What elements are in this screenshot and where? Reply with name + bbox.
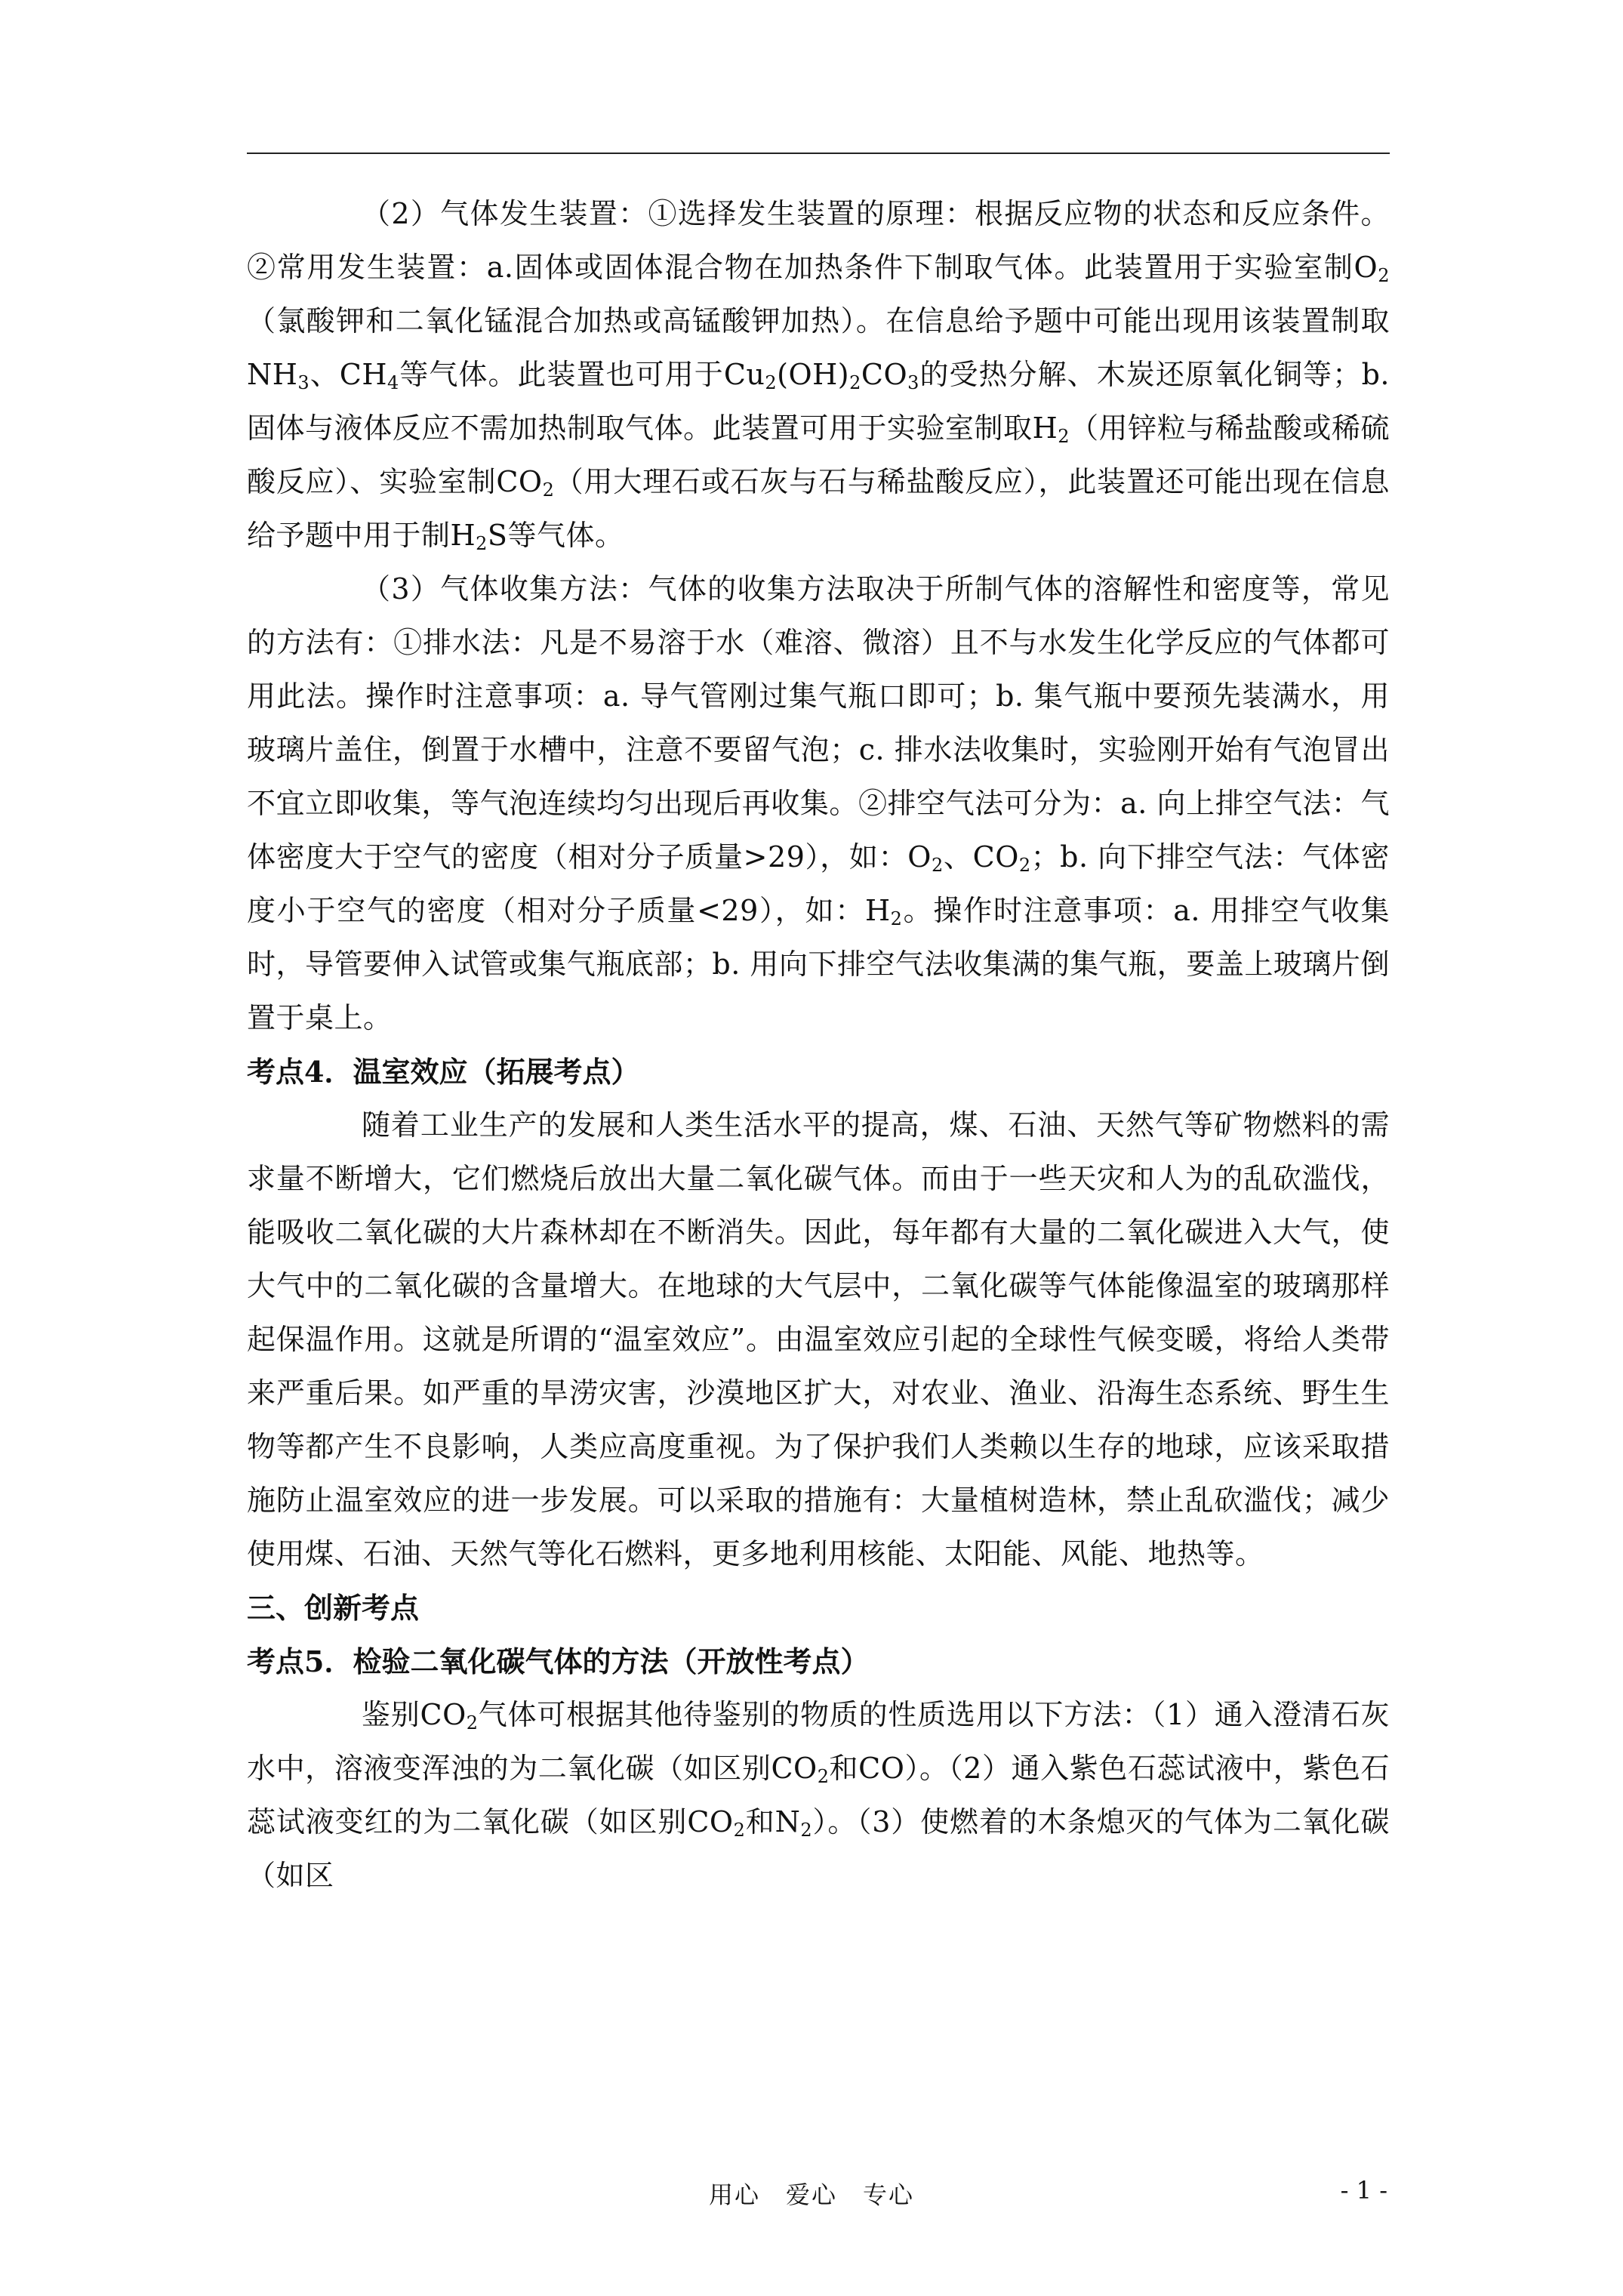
text: （用锌粒与稀盐酸或稀硫酸反应）、实验室制CO — [247, 411, 1390, 498]
text: ）。（3）使燃着的木条熄灭的气体为二氧化碳（如区 — [247, 1805, 1390, 1892]
text: （氯酸钾和二氧化锰混合加热或高锰酸钾加热）。在信息给予题中可能出现用该装置制取NH — [247, 304, 1390, 391]
subscript: 3 — [907, 372, 919, 393]
text: CO — [861, 358, 908, 391]
subscript: 2 — [733, 1820, 746, 1841]
text: 。操作时注意事项：a. 用排空气收集时，导管要伸入试管或集气瓶底部；b. 用向下排空气法收集满的集气瓶，要盖上玻璃片倒置于桌上。 — [247, 894, 1390, 1034]
subscript: 3 — [297, 372, 310, 393]
paragraph-greenhouse-effect: 随着工业生产的发展和人类生活水平的提高，煤、石油、天然气等矿物燃料的需求量不断增大，它们燃烧后放出大量二氧化碳气体。而由于一些天灾和人为的乱砍滥伐，能吸收二氧化碳的大片森林却在不断消失。因此，每年都有大量的二氧化碳进入大气，使大气中的二氧化碳的含量增大。在地球的大气层中，二氧化碳等气体能像温室的玻璃那样起保温作用。这就是所谓的“温室效应”。由温室效应引起的全球性气候变暖，将给人类带来严重后果。如严重的旱涝灾害，沙漠地区扩大，对农业、渔业、沿海生态系统、野生生物等都产生不良影响，人类应高度重视。为了保护我们人类赖以生存的地球，应该采取措施防止温室效应的进一步发展。可以采取的措施有：大量植树造林，禁止乱砍滥伐；减少使用煤、石油、天然气等化石燃料，更多地利用核能、太阳能、风能、地热等。 — [247, 1108, 1390, 1570]
footer-motto: 用心 爱心 专心 — [708, 2180, 914, 2209]
text: 和N — [745, 1805, 801, 1838]
text: （3）气体收集方法：气体的收集方法取决于所制气体的溶解性和密度等，常见的方法有：①排水法：凡是不易溶于水（难溶、微溶）且不与水发生化学反应的气体都可用此法。操作时注意事项：a. 导气管刚过集气瓶口即可；b. 集气瓶中要预先装满水，用玻璃片盖住，倒置于水槽中，注意不要留气泡；c. 排水法收集时，实验刚开始有气泡冒出不宜立即收集，等气泡连续均匀出现后再收集。②排空气法可分为：a. 向上排空气法：气体密度大于空气的密度（相对分子质量>29），如：O — [247, 572, 1390, 874]
page-number: - 1 - — [1340, 2176, 1387, 2205]
subscript: 2 — [765, 372, 778, 393]
text: (OH) — [777, 358, 850, 391]
text: 鉴别CO — [362, 1698, 467, 1731]
text: 和CO）。（2）通入紫色石蕊试液中，紫色石蕊试液变红的为二氧化碳（如区别CO — [247, 1752, 1390, 1838]
page-footer — [0, 2176, 1623, 2221]
text: 的受热分解、木炭还原氧化铜等；b.固体与液体反应不需加热制取气体。此装置可用于实验室制取H — [247, 358, 1390, 445]
text: （2）气体发生装置：①选择发生装置的原理：根据反应物的状态和反应条件。②常用发生装置：a.固体或固体混合物在加热条件下制取气体。此装置用于实验室制O — [247, 197, 1390, 284]
paragraph-gas-generation — [247, 187, 1390, 562]
text: ；b. 向下排空气法：气体密度小于空气的密度（相对分子质量<29），如：H — [247, 840, 1390, 927]
heading-section-3: 三、创新考点 — [247, 1591, 420, 1625]
document-body — [247, 187, 1390, 1903]
subscript: 2 — [849, 372, 861, 393]
subscript: 2 — [1018, 855, 1031, 876]
subscript: 2 — [800, 1820, 813, 1841]
text: （用大理石或石灰与石与稀盐酸反应），此装置还可能出现在信息给予题中用于制H — [247, 465, 1390, 552]
heading-exam-point-5: 考点5．检验二氧化碳气体的方法（开放性考点） — [247, 1644, 870, 1678]
paragraph-co2-test — [247, 1688, 1390, 1903]
subscript: 4 — [387, 372, 399, 393]
text: 气体可根据其他待鉴别的物质的性质选用以下方法：（1）通入澄清石灰水中，溶液变浑浊的为二氧化碳（如区别CO — [247, 1698, 1390, 1785]
subscript: 2 — [1378, 265, 1390, 286]
text: S等气体。 — [487, 519, 624, 552]
text: 、CO — [943, 840, 1019, 874]
subscript: 2 — [466, 1712, 479, 1734]
subscript: 2 — [890, 908, 903, 929]
text: 、CH — [310, 358, 387, 391]
paragraph-gas-collection — [247, 562, 1390, 1045]
subscript: 2 — [1058, 426, 1070, 447]
header-rule — [247, 153, 1390, 154]
text: 等气体。此装置也可用于Cu — [399, 358, 765, 391]
subscript: 2 — [476, 533, 488, 554]
subscript: 2 — [817, 1766, 830, 1787]
subscript: 2 — [542, 479, 555, 501]
heading-exam-point-4: 考点4．温室效应（拓展考点） — [247, 1055, 640, 1089]
subscript: 2 — [931, 855, 944, 876]
